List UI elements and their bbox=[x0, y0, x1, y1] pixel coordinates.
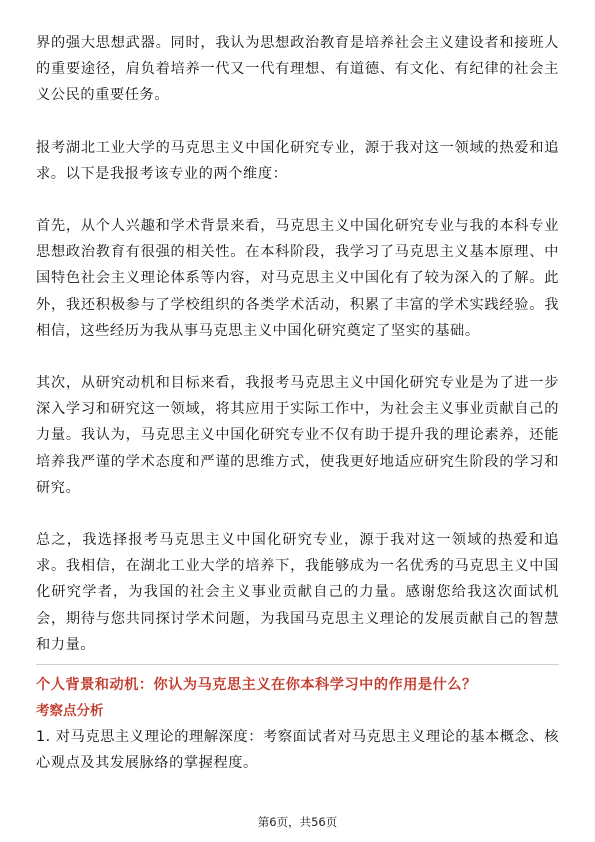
body-paragraph: 首先，从个人兴趣和学术背景来看，马克思主义中国化研究专业与我的本科专业思想政治教育有很强的相关性。在本科阶段，我学习了马克思主义基本原理、中国特色社会主义理论体系等内容，对马克思主义中国化有了较为深入的了解。此外，我还积极参与了学校组织的各类学术活动，积累了丰富的学术实践经验。我相信，这些经历为我从事马克思主义中国化研究奠定了坚实的基础。 bbox=[36, 218, 559, 339]
question-heading: 个人背景和动机：你认为马克思主义在你本科学习中的作用是什么？ bbox=[36, 677, 477, 694]
page-number: 第6页，共56页 bbox=[257, 815, 338, 829]
section-label: 考察点分析 bbox=[36, 703, 104, 720]
body-paragraph: 其次，从研究动机和目标来看，我报考马克思主义中国化研究专业是为了进一步深入学习和研究这一领域，将其应用于实际工作中，为社会主义事业贡献自己的力量。我认为，马克思主义中国化研究专业不仅有助于提升我的理论素养，还能培养我严谨的学术态度和严谨的思维方式，使我更好地适应研究生阶段的学习和研究。 bbox=[36, 375, 559, 496]
divider bbox=[36, 664, 559, 668]
body-paragraph: 界的强大思想武器。同时，我认为思想政治教育是培养社会主义建设者和接班人的重要途径，肩负着培养一代又一代有理想、有道德、有文化、有纪律的社会主义公民的重要任务。 bbox=[36, 35, 559, 104]
body-paragraph: 总之，我选择报考马克思主义中国化研究专业，源于我对这一领域的热爱和追求。我相信，在湖北工业大学的培养下，我能够成为一名优秀的马克思主义中国化研究学者，为我国的社会主义事业贡献自己的力量。感谢您给我这次面试机会，期待与您共同探讨学术问题，为我国马克思主义理论的发展贡献自己的智慧和力量。 bbox=[36, 532, 559, 653]
document-page bbox=[36, 30, 559, 776]
body-paragraph: 报考湖北工业大学的马克思主义中国化研究专业，源于我对这一领域的热爱和追求。以下是我报考该专业的两个维度： bbox=[36, 139, 559, 182]
analysis-point: 1. 对马克思主义理论的理解深度：考察面试者对马克思主义理论的基本概念、核心观点及其发展脉络的掌握程度。 bbox=[36, 729, 559, 772]
